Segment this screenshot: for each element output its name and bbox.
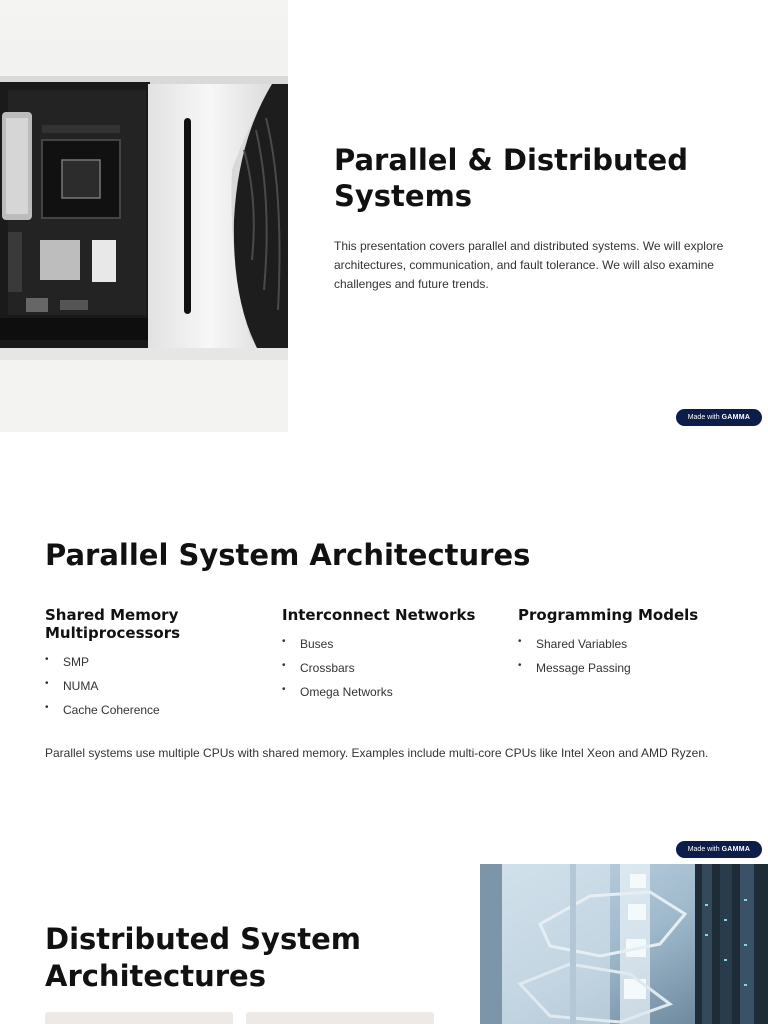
list-item: • Buses bbox=[282, 636, 502, 652]
computer-case-image bbox=[0, 0, 288, 432]
list-item: • Crossbars bbox=[282, 660, 502, 676]
slide-title bbox=[0, 0, 768, 432]
content-card bbox=[246, 1012, 434, 1024]
made-with-gamma-badge[interactable] bbox=[676, 841, 762, 858]
column-shared-memory bbox=[45, 606, 265, 726]
column-heading: Shared Memory Multiprocessors bbox=[45, 606, 181, 642]
made-with-gamma-badge[interactable] bbox=[676, 409, 762, 426]
gamma-logo: GAMMA bbox=[721, 846, 751, 853]
list-item: • NUMA bbox=[45, 678, 265, 694]
column-interconnect bbox=[282, 606, 502, 708]
list-item: • Cache Coherence bbox=[45, 702, 265, 718]
slide-distributed-architectures bbox=[0, 864, 768, 1024]
badge-prefix: Made with bbox=[687, 846, 720, 853]
section-summary: Parallel systems use multiple CPUs with shared memory. Examples include multi-core CPUs like Intel Xeon and AMD Ryzen. bbox=[45, 746, 709, 760]
badge-prefix: Made with bbox=[687, 414, 720, 421]
slide-parallel-architectures bbox=[0, 432, 768, 864]
content-card bbox=[45, 1012, 233, 1024]
section-title: Distributed System Architectures bbox=[45, 922, 361, 993]
column-heading: Programming Models bbox=[518, 606, 699, 624]
list-item: • Shared Variables bbox=[518, 636, 738, 652]
list-item: • Message Passing bbox=[518, 660, 738, 676]
gamma-logo: GAMMA bbox=[721, 414, 751, 421]
column-heading: Interconnect Networks bbox=[282, 606, 476, 624]
presentation-description: This presentation covers parallel and distributed systems. We will explore architectures, communication, and fault tolerance. We will also examine challenges and future trends. bbox=[334, 239, 724, 291]
list-item: • SMP bbox=[45, 654, 265, 670]
column-programming-models bbox=[518, 606, 738, 684]
list-item: • Omega Networks bbox=[282, 684, 502, 700]
data-center-image bbox=[480, 864, 768, 1024]
section-title: Parallel System Architectures bbox=[45, 538, 531, 572]
presentation-title: Parallel & Distributed Systems bbox=[334, 143, 688, 213]
